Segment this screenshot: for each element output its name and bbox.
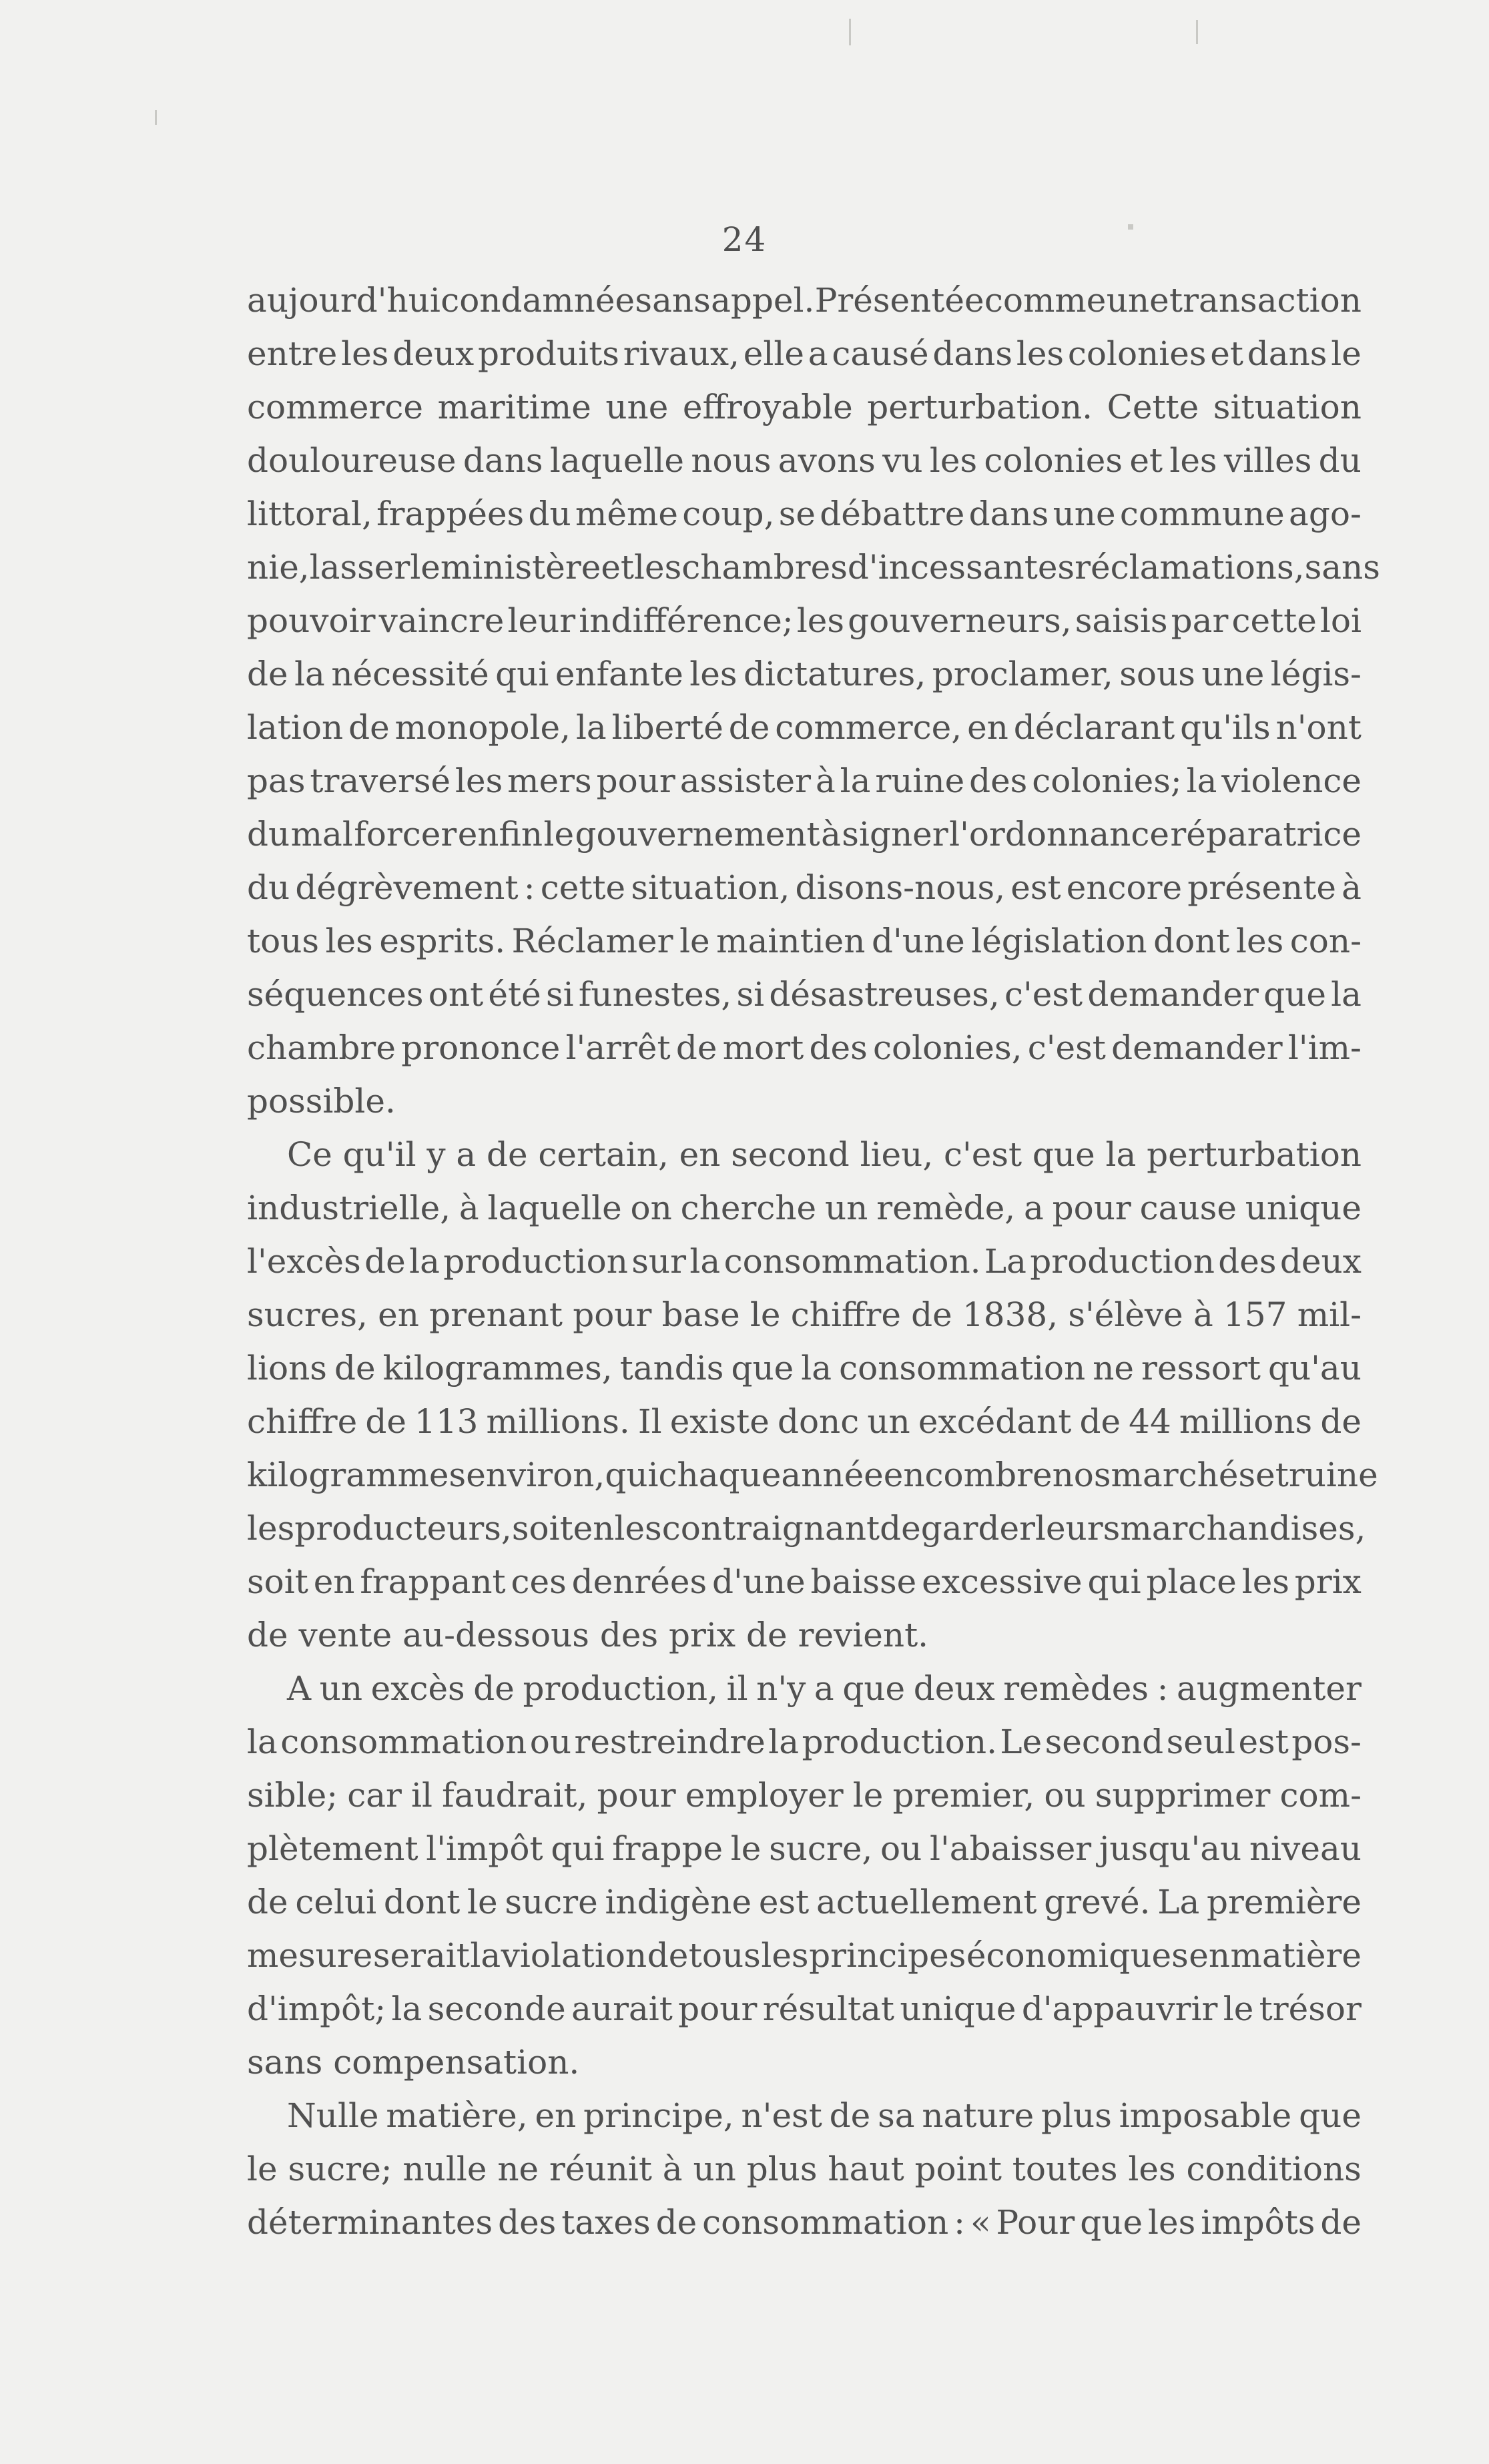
paper-speck (1196, 20, 1198, 44)
text-line: possible. (247, 1082, 396, 1121)
text-line: douloureuse dans laquelle nous avons vu les colonies et les villes du (247, 441, 1362, 480)
text-line: sible; car il faudrait, pour employer le premier, ou supprimer com- (247, 1776, 1362, 1815)
page-number: 24 (721, 220, 768, 259)
body-text (247, 274, 1380, 2249)
paper-speck (155, 110, 157, 125)
text-line: d'impôt; la seconde aurait pour résultat unique d'appauvrir le trésor (247, 1989, 1362, 2028)
text-line: soit en frappant ces denrées d'une baisse excessive qui place les prix (247, 1562, 1362, 1601)
text-line: Nulle matière, en principe, n'est de sa nature plus imposable que (287, 2096, 1362, 2135)
text-line: de vente au-dessous des prix de revient. (247, 1616, 929, 1654)
text-line: kilogrammes environ, qui chaque année encombre nos marchés et ruine (247, 1456, 1378, 1494)
text-line: mesure serait la violation de tous les principes économiques en matière (247, 1936, 1362, 1975)
text-line: nie, lasser le ministère et les chambres d'incessantes réclamations, sans (247, 548, 1380, 587)
text-line: Ce qu'il y a de certain, en second lieu, c'est que la perturbation (287, 1135, 1362, 1174)
text-line: de celui dont le sucre indigène est actuellement grevé. La première (247, 1883, 1362, 1921)
text-line: les producteurs, soit en les contraignant de garder leurs marchandises, (247, 1509, 1366, 1548)
text-line: séquences ont été si funestes, si désastreuses, c'est demander que la (247, 975, 1362, 1014)
text-line: sucres, en prenant pour base le chiffre de 1838, s'élève à 157 mil- (247, 1295, 1362, 1334)
text-line: aujourd'hui condamnée sans appel. Présentée comme une transaction (247, 281, 1362, 320)
text-line: pas traversé les mers pour assister à la ruine des colonies; la violence (247, 761, 1362, 800)
text-line: sans compensation. (247, 2043, 580, 2082)
text-line: de la nécessité qui enfante les dictatures, proclamer, sous une légis- (247, 655, 1362, 693)
text-line: du mal forcer enfin le gouvernement à signer l'ordonnance réparatrice (247, 815, 1362, 854)
text-line: littoral, frappées du même coup, se débattre dans une commune ago- (247, 495, 1362, 533)
text-line: du dégrèvement : cette situation, disons-nous, est encore présente à (247, 868, 1362, 907)
text-line: déterminantes des taxes de consommation : « Pour que les impôts de (247, 2203, 1362, 2242)
text-line: pouvoir vaincre leur indifférence; les gouverneurs, saisis par cette loi (247, 601, 1362, 640)
text-line: lation de monopole, la liberté de commerce, en déclarant qu'ils n'ont (247, 708, 1362, 747)
text-line: tous les esprits. Réclamer le maintien d'une législation dont les con- (247, 922, 1362, 960)
text-line: lions de kilogrammes, tandis que la consommation ne ressort qu'au (247, 1349, 1362, 1388)
text-line: entre les deux produits rivaux, elle a causé dans les colonies et dans le (247, 334, 1362, 373)
text-line: plètement l'impôt qui frappe le sucre, ou l'abaisser jusqu'au niveau (247, 1829, 1362, 1868)
text-line: la consommation ou restreindre la production. Le second seul est pos- (247, 1723, 1362, 1761)
text-line: commerce maritime une effroyable perturbation. Cette situation (247, 388, 1362, 426)
paper-speck (849, 19, 851, 45)
text-line: chiffre de 113 millions. Il existe donc un excédant de 44 millions de (247, 1402, 1362, 1441)
text-line: chambre prononce l'arrêt de mort des colonies, c'est demander l'im- (247, 1028, 1362, 1067)
text-line: industrielle, à laquelle on cherche un remède, a pour cause unique (247, 1189, 1362, 1227)
text-line: le sucre; nulle ne réunit à un plus haut point toutes les conditions (247, 2150, 1362, 2188)
text-line: l'excès de la production sur la consommation. La production des deux (247, 1242, 1362, 1281)
text-line: A un excès de production, il n'y a que deux remèdes : augmenter (287, 1669, 1362, 1708)
